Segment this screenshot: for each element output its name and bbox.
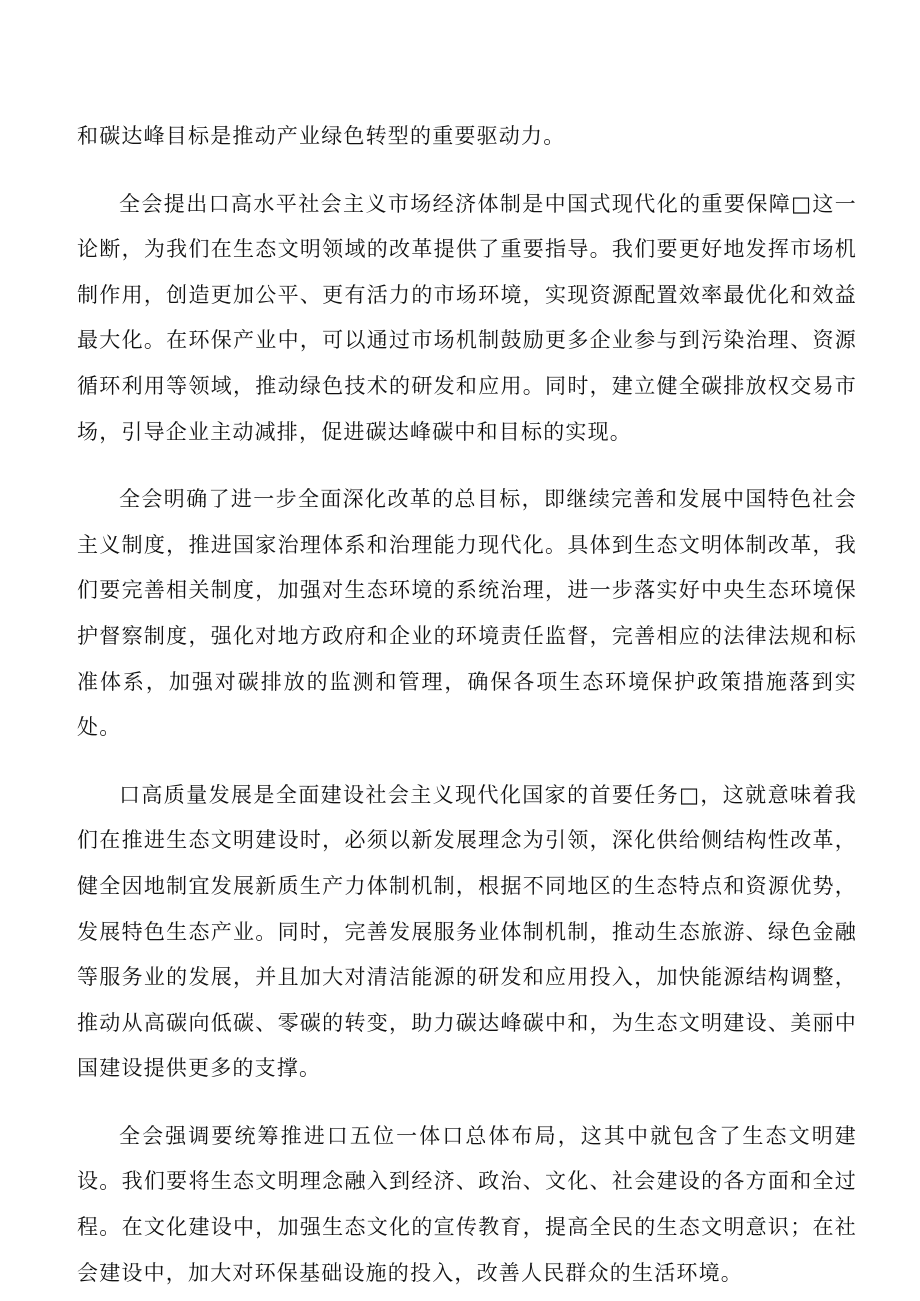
paragraph-gap	[77, 751, 857, 773]
paragraph-gap	[77, 160, 857, 182]
paragraph-continued: 和碳达峰目标是推动产业绿色转型的重要驱动力。	[77, 124, 566, 148]
paragraph-five-in-one: 全会强调要统筹推进口五位一体口总体布局，这其中就包含了生态文明建设。我们要将生态文明理念融入到经济、政治、文化、社会建设的各方面和全过程。在文化建设中，加强生态文化的宣传教育，提高全民的生态文明意识；在社会建设中，加大对环保基础设施的投入，改善人民群众的生活环境。	[77, 1123, 857, 1285]
document-body	[77, 114, 857, 1296]
paragraph-reform-goal: 全会明确了进一步全面深化改革的总目标，即继续完善和发展中国特色社会主义制度，推进国家治理体系和治理能力现代化。具体到生态文明体制改革，我们要完善相关制度，加强对生态环境的系统治理，进一步落实好中央生态环境保护督察制度，强化对地方政府和企业的环境责任监督，完善相应的法律法规和标准体系，加强对碳排放的监测和管理，确保各项生态环境保护政策措施落到实处。	[77, 487, 857, 740]
paragraph-gap	[77, 1092, 857, 1114]
paragraph-gap	[77, 455, 857, 477]
paragraph-market-economy: 全会提出口高水平社会主义市场经济体制是中国式现代化的重要保障□这一论断，为我们在生态文明领域的改革提供了重要指导。我们要更好地发挥市场机制作用，创造更加公平、更有活力的市场环境，实现资源配置效率最优化和效益最大化。在环保产业中，可以通过市场机制鼓励更多企业参与到污染治理、资源循环利用等领域，推动绿色技术的研发和应用。同时，建立健全碳排放权交易市场，引导企业主动减排，促进碳达峰碳中和目标的实现。	[77, 191, 857, 444]
paragraph-high-quality-development: 口高质量发展是全面建设社会主义现代化国家的首要任务□，这就意味着我们在推进生态文明建设时，必须以新发展理念为引领，深化供给侧结构性改革，健全因地制宜发展新质生产力体制机制，根据不同地区的生态特点和资源优势，发展特色生态产业。同时，完善发展服务业体制机制，推动生态旅游、绿色金融等服务业的发展，并且加大对清洁能源的研发和应用投入，加快能源结构调整，推动从高碳向低碳、零碳的转变，助力碳达峰碳中和，为生态文明建设、美丽中国建设提供更多的支撑。	[77, 782, 857, 1081]
